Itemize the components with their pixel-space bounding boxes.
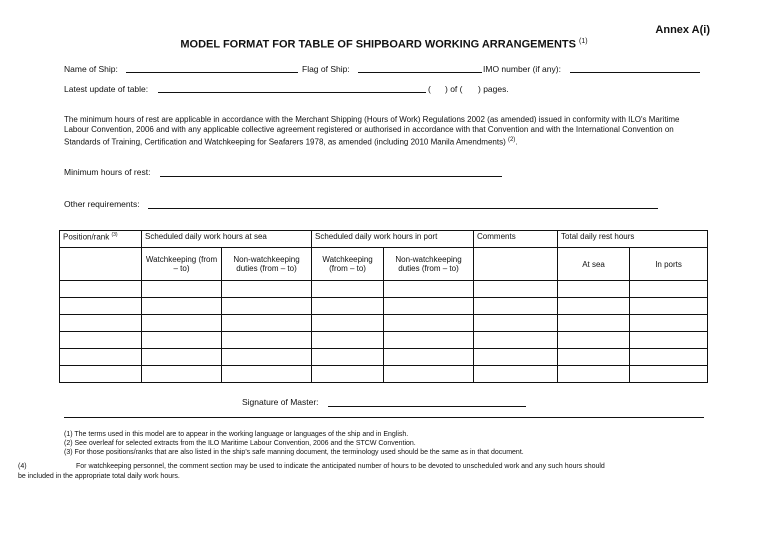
- table-cell[interactable]: [558, 332, 630, 349]
- flag-of-ship-field[interactable]: [358, 72, 482, 73]
- title-text: MODEL FORMAT FOR TABLE OF SHIPBOARD WORKING ARRANGEMENTS: [180, 38, 576, 51]
- table-cell[interactable]: [558, 298, 630, 315]
- table-cell[interactable]: [142, 349, 222, 366]
- footnote-1: (1) The terms used in this model are to appear in the working language or languages of the ship and in English.: [64, 431, 409, 438]
- name-of-ship-label: Name of Ship:: [64, 64, 118, 74]
- min-hours-field[interactable]: [160, 176, 502, 177]
- table-cell[interactable]: [630, 281, 708, 298]
- latest-update-field[interactable]: [158, 92, 426, 93]
- table-cell[interactable]: [222, 298, 312, 315]
- table-cell[interactable]: [312, 298, 384, 315]
- table-header-row: [60, 231, 708, 248]
- table-cell[interactable]: [384, 366, 474, 383]
- header-hours-at-sea: Scheduled daily work hours at sea: [142, 231, 312, 248]
- table-cell[interactable]: [384, 281, 474, 298]
- table-cell[interactable]: [558, 281, 630, 298]
- table-cell[interactable]: [474, 332, 558, 349]
- table-cell[interactable]: [474, 366, 558, 383]
- signature-field[interactable]: [328, 406, 526, 407]
- table-cell[interactable]: [142, 332, 222, 349]
- table-cell[interactable]: [474, 298, 558, 315]
- footnote-2: (2) See overleaf for selected extracts from the ILO Maritime Labour Convention, 2006 and the STCW Convention.: [64, 440, 416, 447]
- table-cell[interactable]: [142, 366, 222, 383]
- imo-number-label: IMO number (if any):: [483, 64, 561, 74]
- latest-update-label: Latest update of table:: [64, 84, 149, 94]
- working-arrangements-table: [59, 230, 708, 383]
- imo-number-field[interactable]: [570, 72, 700, 73]
- subheader-non-watchkeeping-port: Non-watchkeeping duties (from – to): [384, 248, 474, 281]
- subheader-comments-empty: [474, 248, 558, 281]
- table-cell[interactable]: [558, 315, 630, 332]
- signature-label: Signature of Master:: [242, 397, 319, 407]
- subheader-in-ports: In ports: [630, 248, 708, 281]
- paragraph-text: The minimum hours of rest are applicable in accordance with the Merchant Shipping (Hours of Work) Regulations 2002 (as amended) issued in conformity with ILO's Maritime Labour Convention, 2006 and with any applicable collective agreement registered or authorised in accordance with that Convention and with the International Convention on Standards of Training, Certification and Watchkeeping for Seafarers 1978, as amended (including 2010 Manila Amendments): [64, 115, 680, 147]
- title-footnote-ref: (1): [579, 38, 588, 45]
- subheader-empty: [60, 248, 142, 281]
- footnote-3: (3) For those positions/ranks that are also listed in the ship's safe manning document, the terminology used should be the same as in that document.: [64, 449, 524, 456]
- flag-of-ship-label: Flag of Ship:: [302, 64, 350, 74]
- regulations-paragraph: The minimum hours of rest are applicable in accordance with the Merchant Shipping (Hours of Work) Regulations 2002 (as amended) issued in conformity with ILO's Maritime Labour Convention, 2006 and with any applicable collective agreement registered or authorised in accordance with that Convention and with the International Convention on Standards of Training, Certification and Watchkeeping for Seafarers 1978, as amended (including 2010 Manila Amendments) $^{(2)}$.: [64, 115, 680, 147]
- table-row: [60, 315, 708, 332]
- table-cell[interactable]: [222, 349, 312, 366]
- table-cell[interactable]: [630, 315, 708, 332]
- other-requirements-field[interactable]: [148, 208, 658, 209]
- table-cell[interactable]: [312, 332, 384, 349]
- table-cell[interactable]: [474, 349, 558, 366]
- pages-open-paren: (: [428, 84, 431, 94]
- name-of-ship-field[interactable]: [126, 72, 298, 73]
- table-cell[interactable]: [630, 349, 708, 366]
- footnote-4-text: For watchkeeping personnel, the comment section may be used to indicate the anticipated number of hours to be devoted to unscheduled work and any such hours should: [76, 463, 605, 470]
- table-cell[interactable]: [222, 281, 312, 298]
- table-cell[interactable]: [558, 366, 630, 383]
- document-title: [0, 38, 768, 51]
- footnote-divider: [64, 417, 704, 418]
- header-comments: Comments: [474, 231, 558, 248]
- pages-of-text: ) of (: [445, 84, 463, 94]
- subheader-watchkeeping-port: Watchkeeping (from – to): [312, 248, 384, 281]
- table-cell[interactable]: [384, 332, 474, 349]
- table-cell[interactable]: [630, 332, 708, 349]
- header-total-rest: Total daily rest hours: [558, 231, 708, 248]
- footnote-4-continuation: be included in the appropriate total daily work hours.: [18, 473, 180, 480]
- table-cell[interactable]: [60, 298, 142, 315]
- table-cell[interactable]: [384, 315, 474, 332]
- table-cell[interactable]: [60, 281, 142, 298]
- table-cell[interactable]: [630, 366, 708, 383]
- table-cell[interactable]: [60, 332, 142, 349]
- footnote-4-number: (4): [18, 463, 27, 470]
- subheader-non-watchkeeping-sea: Non-watchkeeping duties (from – to): [222, 248, 312, 281]
- table-row: [60, 281, 708, 298]
- other-requirements-label: Other requirements:: [64, 199, 140, 209]
- table-cell[interactable]: [630, 298, 708, 315]
- table-cell[interactable]: [384, 349, 474, 366]
- table-cell[interactable]: [60, 349, 142, 366]
- table-cell[interactable]: [142, 281, 222, 298]
- table-cell[interactable]: [312, 315, 384, 332]
- table-cell[interactable]: [474, 315, 558, 332]
- table-cell[interactable]: [60, 366, 142, 383]
- table-cell[interactable]: [222, 366, 312, 383]
- subheader-at-sea: At sea: [558, 248, 630, 281]
- table-row: [60, 332, 708, 349]
- annex-label: Annex A(i): [655, 24, 710, 36]
- table-cell[interactable]: [384, 298, 474, 315]
- header-position-rank: Position/rank $^{(3)}$: [60, 231, 142, 248]
- table-row: [60, 366, 708, 383]
- table-cell[interactable]: [142, 298, 222, 315]
- table-row: [60, 349, 708, 366]
- table-cell[interactable]: [312, 281, 384, 298]
- header-hours-in-port: Scheduled daily work hours in port: [312, 231, 474, 248]
- table-cell[interactable]: [222, 315, 312, 332]
- min-hours-label: Minimum hours of rest:: [64, 167, 151, 177]
- table-subheader-row: [60, 248, 708, 281]
- table-cell[interactable]: [142, 315, 222, 332]
- table-cell[interactable]: [474, 281, 558, 298]
- table-cell[interactable]: [312, 349, 384, 366]
- table-cell[interactable]: [558, 349, 630, 366]
- subheader-watchkeeping-sea: Watchkeeping (from – to): [142, 248, 222, 281]
- pages-suffix: ) pages.: [478, 84, 509, 94]
- table-cell[interactable]: [312, 366, 384, 383]
- table-cell[interactable]: [60, 315, 142, 332]
- table-row: [60, 298, 708, 315]
- paragraph-footnote-ref: (2): [507, 137, 516, 143]
- table-cell[interactable]: [222, 332, 312, 349]
